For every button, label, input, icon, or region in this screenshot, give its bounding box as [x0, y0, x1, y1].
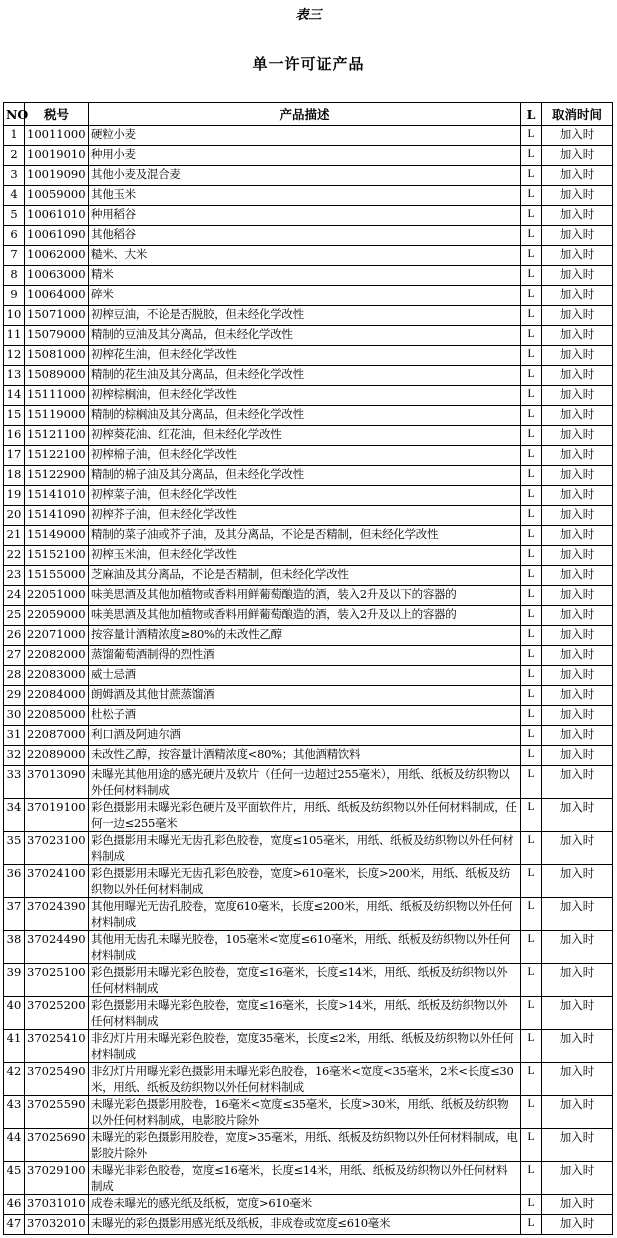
row-number: 11 [4, 326, 25, 346]
tariff-code: 37024490 [25, 931, 89, 964]
tariff-code: 22087000 [25, 726, 89, 746]
cancel-time: 加入时 [542, 306, 613, 326]
tariff-code: 37032010 [25, 1215, 89, 1235]
license-flag: L [521, 186, 542, 206]
tariff-code: 15079000 [25, 326, 89, 346]
product-description: 硬粒小麦 [89, 126, 521, 146]
tariff-code: 22071000 [25, 626, 89, 646]
cancel-time: 加入时 [542, 566, 613, 586]
cancel-time: 加入时 [542, 666, 613, 686]
product-description: 精制的花生油及其分离品，但未经化学改性 [89, 366, 521, 386]
row-number: 22 [4, 546, 25, 566]
row-number: 6 [4, 226, 25, 246]
row-number: 27 [4, 646, 25, 666]
table-row [4, 898, 613, 931]
table-row [4, 626, 613, 646]
cancel-time: 加入时 [542, 865, 613, 898]
product-description: 彩色摄影用未曝光彩色胶卷，宽度≤16毫米，长度≤14米，用纸、纸板及纺织物以外任何材料制成 [89, 964, 521, 997]
license-flag: L [521, 546, 542, 566]
tariff-code: 37024100 [25, 865, 89, 898]
row-number: 9 [4, 286, 25, 306]
license-flag: L [521, 898, 542, 931]
cancel-time: 加入时 [542, 266, 613, 286]
tariff-code: 15089000 [25, 366, 89, 386]
license-flag: L [521, 346, 542, 366]
table-row [4, 286, 613, 306]
cancel-time: 加入时 [542, 586, 613, 606]
table-row [4, 686, 613, 706]
header-time: 取消时间 [542, 103, 613, 126]
table-row [4, 526, 613, 546]
row-number: 18 [4, 466, 25, 486]
cancel-time: 加入时 [542, 246, 613, 266]
tariff-code: 15121100 [25, 426, 89, 446]
cancel-time: 加入时 [542, 726, 613, 746]
row-number: 13 [4, 366, 25, 386]
table-row [4, 486, 613, 506]
product-description: 初榨芥子油，但未经化学改性 [89, 506, 521, 526]
product-description: 非幻灯片用曝光彩色摄影用未曝光彩色胶卷，16毫米<宽度<35毫米，2米<长度≤30米，用纸、纸板及纺织物以外任何材料制成 [89, 1063, 521, 1096]
product-description: 彩色摄影用未曝光无齿孔彩色胶卷，宽度>610毫米，长度>200米，用纸、纸板及纺织物以外任何材料制成 [89, 865, 521, 898]
license-flag: L [521, 646, 542, 666]
product-description: 朗姆酒及其他甘蔗蒸馏酒 [89, 686, 521, 706]
product-description: 其他用无齿孔未曝光胶卷，105毫米<宽度≤610毫米，用纸、纸板及纺织物以外任何材料制成 [89, 931, 521, 964]
row-number: 16 [4, 426, 25, 446]
product-description: 味美思酒及其他加植物或香料用鲜葡萄酿造的酒，装入2升及以下的容器的 [89, 586, 521, 606]
tariff-code: 22082000 [25, 646, 89, 666]
license-flag: L [521, 326, 542, 346]
license-flag: L [521, 226, 542, 246]
product-description: 成卷未曝光的感光纸及纸板，宽度>610毫米 [89, 1195, 521, 1215]
row-number: 7 [4, 246, 25, 266]
product-description: 种用小麦 [89, 146, 521, 166]
table-row [4, 326, 613, 346]
product-description: 碎米 [89, 286, 521, 306]
cancel-time: 加入时 [542, 931, 613, 964]
cancel-time: 加入时 [542, 686, 613, 706]
tariff-code: 15141090 [25, 506, 89, 526]
license-flag: L [521, 1096, 542, 1129]
tariff-code: 15122900 [25, 466, 89, 486]
header-desc: 产品描述 [89, 103, 521, 126]
license-flag: L [521, 526, 542, 546]
tariff-code: 15119000 [25, 406, 89, 426]
license-flag: L [521, 466, 542, 486]
row-number: 42 [4, 1063, 25, 1096]
tariff-code: 10019010 [25, 146, 89, 166]
tariff-code: 15111000 [25, 386, 89, 406]
license-flag: L [521, 865, 542, 898]
tariff-code: 37031010 [25, 1195, 89, 1215]
table-row [4, 246, 613, 266]
row-number: 17 [4, 446, 25, 466]
license-flag: L [521, 266, 542, 286]
cancel-time: 加入时 [542, 1215, 613, 1235]
row-number: 2 [4, 146, 25, 166]
table-row [4, 1162, 613, 1195]
page-title: 单一许可证产品 [252, 55, 365, 73]
table-row [4, 964, 613, 997]
product-description: 彩色摄影用未曝光无齿孔彩色胶卷，宽度≤105毫米，用纸、纸板及纺织物以外任何材料制成 [89, 832, 521, 865]
cancel-time: 加入时 [542, 146, 613, 166]
product-description: 初榨棕榈油，但未经化学改性 [89, 386, 521, 406]
cancel-time: 加入时 [542, 1129, 613, 1162]
tariff-code: 37025410 [25, 1030, 89, 1063]
table-row [4, 386, 613, 406]
product-description: 其他玉米 [89, 186, 521, 206]
license-flag: L [521, 306, 542, 326]
license-flag: L [521, 406, 542, 426]
row-number: 1 [4, 126, 25, 146]
product-description: 初榨玉米油，但未经化学改性 [89, 546, 521, 566]
row-number: 44 [4, 1129, 25, 1162]
license-flag: L [521, 1030, 542, 1063]
product-description: 初榨豆油，不论是否脱胶，但未经化学改性 [89, 306, 521, 326]
table-row [4, 186, 613, 206]
row-number: 34 [4, 799, 25, 832]
license-flag: L [521, 366, 542, 386]
cancel-time: 加入时 [542, 546, 613, 566]
table-row [4, 166, 613, 186]
cancel-time: 加入时 [542, 466, 613, 486]
product-description: 芝麻油及其分离品，不论是否精制，但未经化学改性 [89, 566, 521, 586]
table-row [4, 726, 613, 746]
license-flag: L [521, 506, 542, 526]
row-number: 30 [4, 706, 25, 726]
row-number: 12 [4, 346, 25, 366]
license-flag: L [521, 246, 542, 266]
license-flag: L [521, 386, 542, 406]
row-number: 3 [4, 166, 25, 186]
table-row [4, 146, 613, 166]
product-description: 精制的棕榈油及其分离品，但未经化学改性 [89, 406, 521, 426]
header-no: NO [4, 103, 25, 126]
product-description: 利口酒及阿迪尔酒 [89, 726, 521, 746]
product-description: 精制的豆油及其分离品，但未经化学改性 [89, 326, 521, 346]
product-description: 彩色摄影用未曝光彩色硬片及平面软件片，用纸、纸板及纺织物以外任何材料制成，任何一边≤255毫米 [89, 799, 521, 832]
product-description: 非幻灯片用未曝光彩色胶卷，宽度35毫米，长度≤2米，用纸、纸板及纺织物以外任何材料制成 [89, 1030, 521, 1063]
cancel-time: 加入时 [542, 626, 613, 646]
table-row [4, 646, 613, 666]
row-number: 23 [4, 566, 25, 586]
table-row [4, 126, 613, 146]
row-number: 29 [4, 686, 25, 706]
table-row [4, 606, 613, 626]
table-row [4, 1195, 613, 1215]
license-flag: L [521, 931, 542, 964]
license-product-table [3, 102, 613, 1235]
row-number: 39 [4, 964, 25, 997]
license-flag: L [521, 997, 542, 1030]
tariff-code: 37025200 [25, 997, 89, 1030]
cancel-time: 加入时 [542, 964, 613, 997]
row-number: 20 [4, 506, 25, 526]
tariff-code: 15155000 [25, 566, 89, 586]
table-row [4, 799, 613, 832]
row-number: 19 [4, 486, 25, 506]
table-row [4, 506, 613, 526]
row-number: 28 [4, 666, 25, 686]
product-description: 初榨花生油，但未经化学改性 [89, 346, 521, 366]
license-flag: L [521, 206, 542, 226]
cancel-time: 加入时 [542, 226, 613, 246]
table-body [4, 126, 613, 1235]
table-row [4, 346, 613, 366]
table-row [4, 1030, 613, 1063]
tariff-code: 37029100 [25, 1162, 89, 1195]
product-description: 种用稻谷 [89, 206, 521, 226]
tariff-code: 22085000 [25, 706, 89, 726]
cancel-time: 加入时 [542, 206, 613, 226]
tariff-code: 37019100 [25, 799, 89, 832]
product-description: 糙米、大米 [89, 246, 521, 266]
table-row [4, 832, 613, 865]
license-flag: L [521, 146, 542, 166]
cancel-time: 加入时 [542, 746, 613, 766]
cancel-time: 加入时 [542, 346, 613, 366]
table-row [4, 706, 613, 726]
license-flag: L [521, 586, 542, 606]
cancel-time: 加入时 [542, 606, 613, 626]
product-description: 精制的棉子油及其分离品，但未经化学改性 [89, 466, 521, 486]
table-row [4, 1129, 613, 1162]
product-description: 精米 [89, 266, 521, 286]
tariff-code: 22059000 [25, 606, 89, 626]
row-number: 33 [4, 766, 25, 799]
cancel-time: 加入时 [542, 1063, 613, 1096]
cancel-time: 加入时 [542, 406, 613, 426]
row-number: 43 [4, 1096, 25, 1129]
tariff-code: 37013090 [25, 766, 89, 799]
table-row [4, 746, 613, 766]
license-flag: L [521, 1195, 542, 1215]
row-number: 38 [4, 931, 25, 964]
tariff-code: 10061010 [25, 206, 89, 226]
table-row [4, 1096, 613, 1129]
tariff-code: 15081000 [25, 346, 89, 366]
tariff-code: 10063000 [25, 266, 89, 286]
product-description: 其他用曝光无齿孔胶卷，宽度610毫米，长度≤200米，用纸、纸板及纺织物以外任何材料制成 [89, 898, 521, 931]
cancel-time: 加入时 [542, 186, 613, 206]
tariff-code: 10059000 [25, 186, 89, 206]
tariff-code: 37023100 [25, 832, 89, 865]
cancel-time: 加入时 [542, 646, 613, 666]
row-number: 25 [4, 606, 25, 626]
product-description: 未曝光彩色摄影用胶卷，16毫米<宽度≤35毫米，长度>30米，用纸、纸板及纺织物以外任何材料制成，电影胶片除外 [89, 1096, 521, 1129]
table-row [4, 1063, 613, 1096]
row-number: 4 [4, 186, 25, 206]
cancel-time: 加入时 [542, 1195, 613, 1215]
table-row [4, 226, 613, 246]
table-row [4, 406, 613, 426]
table-row [4, 666, 613, 686]
row-number: 14 [4, 386, 25, 406]
tariff-code: 22083000 [25, 666, 89, 686]
tariff-code: 15122100 [25, 446, 89, 466]
cancel-time: 加入时 [542, 1162, 613, 1195]
cancel-time: 加入时 [542, 832, 613, 865]
row-number: 40 [4, 997, 25, 1030]
license-flag: L [521, 626, 542, 646]
product-description: 威士忌酒 [89, 666, 521, 686]
product-description: 精制的菜子油或芥子油，及其分离品，不论是否精制，但未经化学改性 [89, 526, 521, 546]
product-description: 未曝光的彩色摄影用胶卷，宽度>35毫米，用纸、纸板及纺织物以外任何材料制成，电影胶片除外 [89, 1129, 521, 1162]
table-row [4, 865, 613, 898]
row-number: 32 [4, 746, 25, 766]
header-code: 税号 [25, 103, 89, 126]
tariff-code: 37025490 [25, 1063, 89, 1096]
cancel-time: 加入时 [542, 799, 613, 832]
license-flag: L [521, 766, 542, 799]
tariff-code: 22051000 [25, 586, 89, 606]
product-description: 杜松子酒 [89, 706, 521, 726]
license-flag: L [521, 1162, 542, 1195]
license-flag: L [521, 1215, 542, 1235]
cancel-time: 加入时 [542, 898, 613, 931]
table-row [4, 426, 613, 446]
row-number: 37 [4, 898, 25, 931]
cancel-time: 加入时 [542, 1030, 613, 1063]
license-flag: L [521, 486, 542, 506]
product-description: 初榨葵花油、红花油，但未经化学改性 [89, 426, 521, 446]
cancel-time: 加入时 [542, 126, 613, 146]
row-number: 26 [4, 626, 25, 646]
cancel-time: 加入时 [542, 326, 613, 346]
tariff-code: 10019090 [25, 166, 89, 186]
product-description: 味美思酒及其他加植物或香料用鲜葡萄酿造的酒，装入2升及以上的容器的 [89, 606, 521, 626]
table-caption: 表三 [295, 8, 322, 23]
table-row [4, 446, 613, 466]
cancel-time: 加入时 [542, 286, 613, 306]
tariff-code: 10061090 [25, 226, 89, 246]
license-flag: L [521, 126, 542, 146]
cancel-time: 加入时 [542, 426, 613, 446]
table-row [4, 566, 613, 586]
license-flag: L [521, 166, 542, 186]
cancel-time: 加入时 [542, 1096, 613, 1129]
cancel-time: 加入时 [542, 506, 613, 526]
tariff-code: 10064000 [25, 286, 89, 306]
cancel-time: 加入时 [542, 386, 613, 406]
product-description: 按容量计酒精浓度≥80%的未改性乙醇 [89, 626, 521, 646]
table-row [4, 766, 613, 799]
row-number: 36 [4, 865, 25, 898]
row-number: 46 [4, 1195, 25, 1215]
license-flag: L [521, 799, 542, 832]
tariff-code: 15152100 [25, 546, 89, 566]
table-row [4, 466, 613, 486]
license-flag: L [521, 446, 542, 466]
license-flag: L [521, 964, 542, 997]
table-row [4, 586, 613, 606]
cancel-time: 加入时 [542, 366, 613, 386]
cancel-time: 加入时 [542, 446, 613, 466]
tariff-code: 37025590 [25, 1096, 89, 1129]
cancel-time: 加入时 [542, 997, 613, 1030]
product-description: 未曝光非彩色胶卷，宽度≤16毫米，长度≤14米，用纸、纸板及纺织物以外任何材料制成 [89, 1162, 521, 1195]
tariff-code: 15149000 [25, 526, 89, 546]
license-flag: L [521, 686, 542, 706]
row-number: 5 [4, 206, 25, 226]
tariff-code: 22089000 [25, 746, 89, 766]
row-number: 24 [4, 586, 25, 606]
product-description: 未改性乙醇，按容量计酒精浓度<80%；其他酒精饮料 [89, 746, 521, 766]
row-number: 47 [4, 1215, 25, 1235]
tariff-code: 15071000 [25, 306, 89, 326]
cancel-time: 加入时 [542, 526, 613, 546]
license-flag: L [521, 746, 542, 766]
product-description: 未曝光其他用途的感光硬片及软片（任何一边超过255毫米），用纸、纸板及纺织物以外任何材料制成 [89, 766, 521, 799]
row-number: 45 [4, 1162, 25, 1195]
table-row [4, 266, 613, 286]
tariff-code: 15141010 [25, 486, 89, 506]
row-number: 31 [4, 726, 25, 746]
tariff-code: 37025690 [25, 1129, 89, 1162]
cancel-time: 加入时 [542, 706, 613, 726]
table-row [4, 306, 613, 326]
license-flag: L [521, 1063, 542, 1096]
license-flag: L [521, 666, 542, 686]
license-flag: L [521, 1129, 542, 1162]
table-row [4, 1215, 613, 1235]
product-description: 其他小麦及混合麦 [89, 166, 521, 186]
tariff-code: 22084000 [25, 686, 89, 706]
cancel-time: 加入时 [542, 166, 613, 186]
table-row [4, 206, 613, 226]
product-description: 初榨棉子油，但未经化学改性 [89, 446, 521, 466]
table-header-row [4, 103, 613, 126]
product-description: 彩色摄影用未曝光彩色胶卷，宽度≤16毫米，长度>14米，用纸、纸板及纺织物以外任何材料制成 [89, 997, 521, 1030]
tariff-code: 10062000 [25, 246, 89, 266]
license-flag: L [521, 606, 542, 626]
table-row [4, 931, 613, 964]
table-row [4, 997, 613, 1030]
product-description: 未曝光的彩色摄影用感光纸及纸板，非成卷或宽度≤610毫米 [89, 1215, 521, 1235]
row-number: 15 [4, 406, 25, 426]
row-number: 21 [4, 526, 25, 546]
license-flag: L [521, 566, 542, 586]
license-flag: L [521, 426, 542, 446]
table-row [4, 366, 613, 386]
tariff-code: 10011000 [25, 126, 89, 146]
product-description: 初榨菜子油，但未经化学改性 [89, 486, 521, 506]
row-number: 8 [4, 266, 25, 286]
cancel-time: 加入时 [542, 486, 613, 506]
row-number: 35 [4, 832, 25, 865]
row-number: 41 [4, 1030, 25, 1063]
row-number: 10 [4, 306, 25, 326]
tariff-code: 37025100 [25, 964, 89, 997]
license-flag: L [521, 286, 542, 306]
tariff-code: 37024390 [25, 898, 89, 931]
license-flag: L [521, 832, 542, 865]
product-description: 蒸馏葡萄酒制得的烈性酒 [89, 646, 521, 666]
header-l: L [521, 103, 542, 126]
product-description: 其他稻谷 [89, 226, 521, 246]
table-row [4, 546, 613, 566]
license-flag: L [521, 726, 542, 746]
cancel-time: 加入时 [542, 766, 613, 799]
license-flag: L [521, 706, 542, 726]
